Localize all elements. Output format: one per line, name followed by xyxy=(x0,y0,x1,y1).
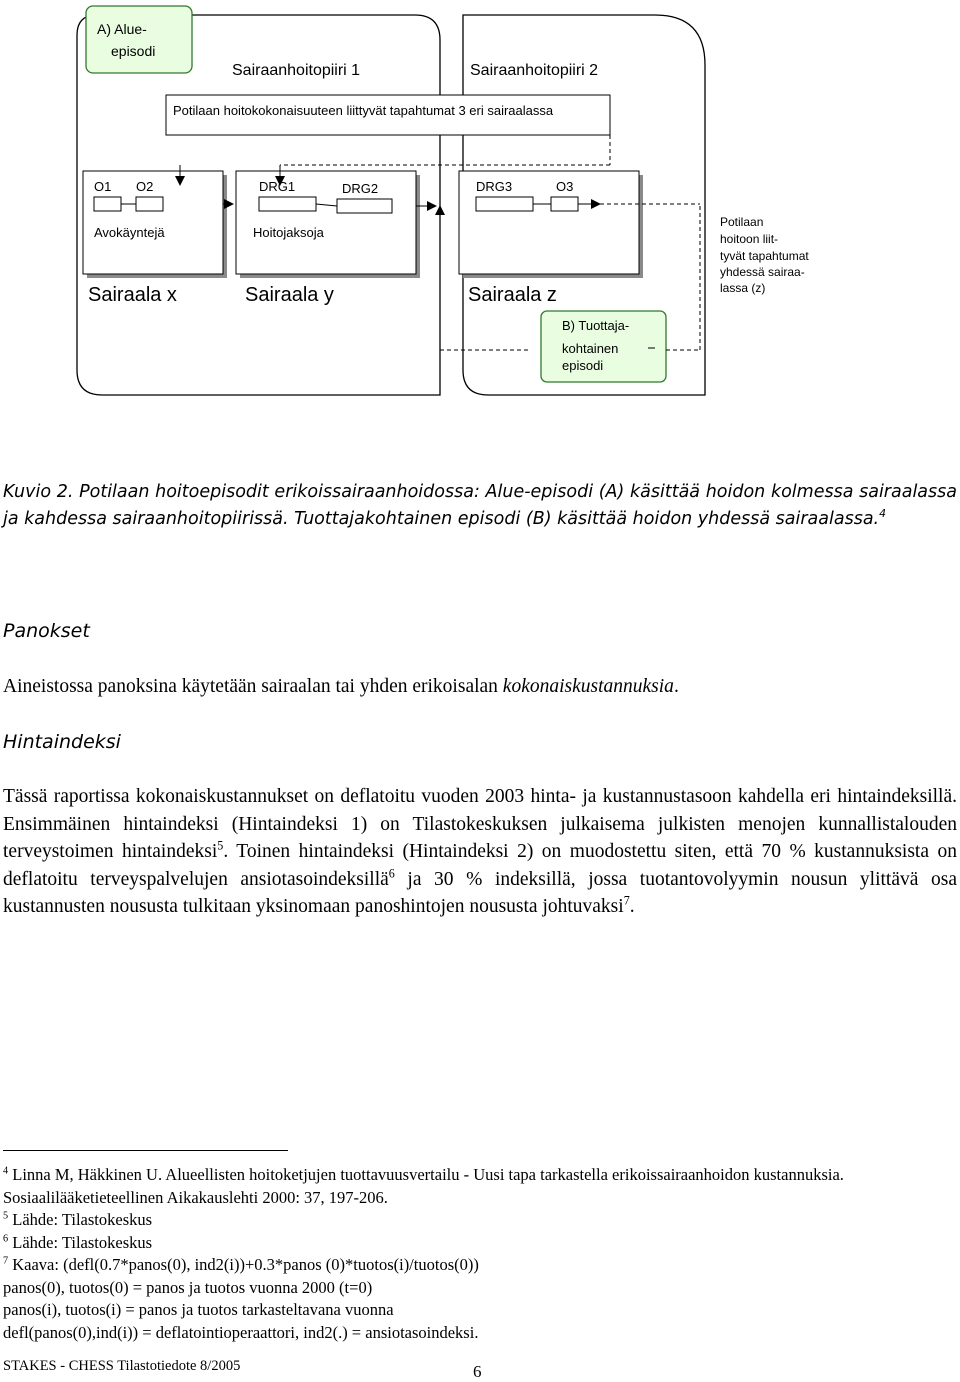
side-note-line4: yhdessä sairaa- xyxy=(720,265,805,279)
side-note-line3: tyvät tapahtumat xyxy=(720,249,809,263)
footnote-6-text: Lähde: Tilastokeskus xyxy=(12,1232,153,1252)
event-drg1 xyxy=(259,197,316,211)
formula-note-3: defl(panos(0),ind(i)) = deflatointioperaattori, ind2(.) = ansiotasoindeksi. xyxy=(3,1322,479,1342)
footnote-7-text: Kaava: (defl(0.7*panos(0), ind2(i))+0.3*panos (0)*tuotos(i)/tuotos(0)) xyxy=(12,1255,479,1274)
panokset-end: . xyxy=(673,676,679,697)
panokset-emphasis: kokonaiskustannuksia xyxy=(502,676,674,697)
hintaindeksi-part2: . Toinen hintaindeksi (Hintaindeksi 2) on muodostettu siten, että 70 % kustannuksista on deflatoitu terveyspalvelujen ansiotasoindeksillä xyxy=(3,841,957,890)
footnote-4-text: Linna M, Häkkinen U. Alueellisten hoitoketjujen tuottavuusvertailu - Uusi tapa tarkastella erikoissairaanhoidon kustannuksia. Sosiaalilääketieteellinen Aikakauslehti 2000: 37, 197-206. xyxy=(3,1165,844,1207)
event-drg2 xyxy=(337,199,392,213)
footnote-5-text: Lähde: Tilastokeskus xyxy=(12,1210,153,1229)
caption-reference: 4 xyxy=(879,507,887,521)
hospital-y-sublabel: Hoitojaksoja xyxy=(253,225,324,240)
side-note-line1: Potilaan xyxy=(720,215,764,229)
hospital-x-name: Sairaala x xyxy=(88,284,177,306)
episode-b-line2: kohtainen xyxy=(562,341,619,356)
figure-caption xyxy=(3,479,957,533)
hospital-z-name: Sairaala z xyxy=(468,284,557,306)
hospital-z-code2: O3 xyxy=(556,179,574,194)
event-o2 xyxy=(136,197,163,211)
event-drg3 xyxy=(476,197,533,211)
formula-note-2: panos(i), tuotos(i) = panos ja tuotos tarkasteltavana vuonna xyxy=(3,1300,394,1319)
event-o1 xyxy=(94,197,121,211)
side-note-line5: lassa (z) xyxy=(720,281,766,295)
heading-panokset: Panokset xyxy=(3,620,90,642)
hintaindeksi-part1: Tässä raportissa kokonaiskustannukset on deflatoitu vuoden 2003 hinta- ja kustannustasoon kahdella eri hintaindeksillä. Ensimmäinen hintaindeksi (Hintaindeksi 1) on Tilastokeskuksen julkaisema julkisten menojen kunnallistalouden terveystoimen hintaindeksi xyxy=(3,786,957,862)
footnote-ref-6: 6 xyxy=(388,866,395,880)
footnote-7 xyxy=(3,1254,957,1277)
footer-left: STAKES - CHESS Tilastotiedote 8/2005 xyxy=(3,1358,241,1374)
episode-a-line2: episodi xyxy=(111,43,156,59)
events-label: Potilaan hoitokokonaisuuteen liittyvät tapahtumat 3 eri sairaalassa xyxy=(173,103,554,118)
hospital-z-code1: DRG3 xyxy=(476,179,513,194)
footnotes xyxy=(3,1164,957,1344)
footnote-separator xyxy=(3,1150,288,1151)
hospital-y-code1: DRG1 xyxy=(259,179,296,194)
hintaindeksi-paragraph xyxy=(3,783,957,921)
footnote-6 xyxy=(3,1232,957,1255)
heading-hintaindeksi: Hintaindeksi xyxy=(3,731,121,753)
side-note-line2: hoitoon liit- xyxy=(720,232,779,246)
footnote-ref-5: 5 xyxy=(217,838,224,853)
episode-b-line3: episodi xyxy=(562,358,604,373)
hospital-y-code2: DRG2 xyxy=(342,181,379,196)
page-number: 6 xyxy=(473,1362,482,1381)
hospital-x-code2: O2 xyxy=(136,179,154,194)
footnote-4-number: 4 xyxy=(3,1165,9,1177)
episode-a-line1: A) Alue- xyxy=(97,21,147,37)
footnote-5 xyxy=(3,1209,957,1232)
footnote-4 xyxy=(3,1164,957,1209)
footnote-5-number: 5 xyxy=(3,1210,9,1222)
district1-title: Sairaanhoitopiiri 1 xyxy=(232,62,361,79)
episode-a-box xyxy=(86,6,192,73)
footnote-ref-7: 7 xyxy=(623,893,630,908)
caption-text: Kuvio 2. Potilaan hoitoepisodit erikoissairaanhoidossa: Alue-episodi (A) käsittää hoidon kolmessa sairaalassa ja kahdessa sairaanhoitopiirissä. Tuottajakohtainen episodi (B) käsittää hoidon yhdessä sairaalassa. xyxy=(3,482,957,529)
event-o3 xyxy=(551,197,578,211)
hintaindeksi-part3: ja 30 % indeksillä, jossa tuotantovolyymin nousun ylittävä osa kustannusten noususta tulkitaan yksinomaan panoshintojen noususta johtuvaksi xyxy=(3,868,957,917)
formula-note-1: panos(0), tuotos(0) = panos ja tuotos vuonna 2000 (t=0) xyxy=(3,1277,373,1297)
episode-diagram xyxy=(0,0,960,400)
footnote-7-number: 7 xyxy=(3,1255,9,1267)
hintaindeksi-part4: . xyxy=(629,896,635,917)
panokset-paragraph xyxy=(3,673,957,701)
episode-b-line1: B) Tuottaja- xyxy=(562,318,630,333)
panokset-text: Aineistossa panoksina käytetään sairaalan tai yhden erikoisalan xyxy=(3,676,503,697)
hospital-y-name: Sairaala y xyxy=(245,284,334,306)
hospital-x-code1: O1 xyxy=(94,179,112,194)
footnote-6-number: 6 xyxy=(3,1233,9,1244)
district2-title: Sairaanhoitopiiri 2 xyxy=(470,62,599,79)
hospital-x-sublabel: Avokäyntejä xyxy=(94,225,165,240)
